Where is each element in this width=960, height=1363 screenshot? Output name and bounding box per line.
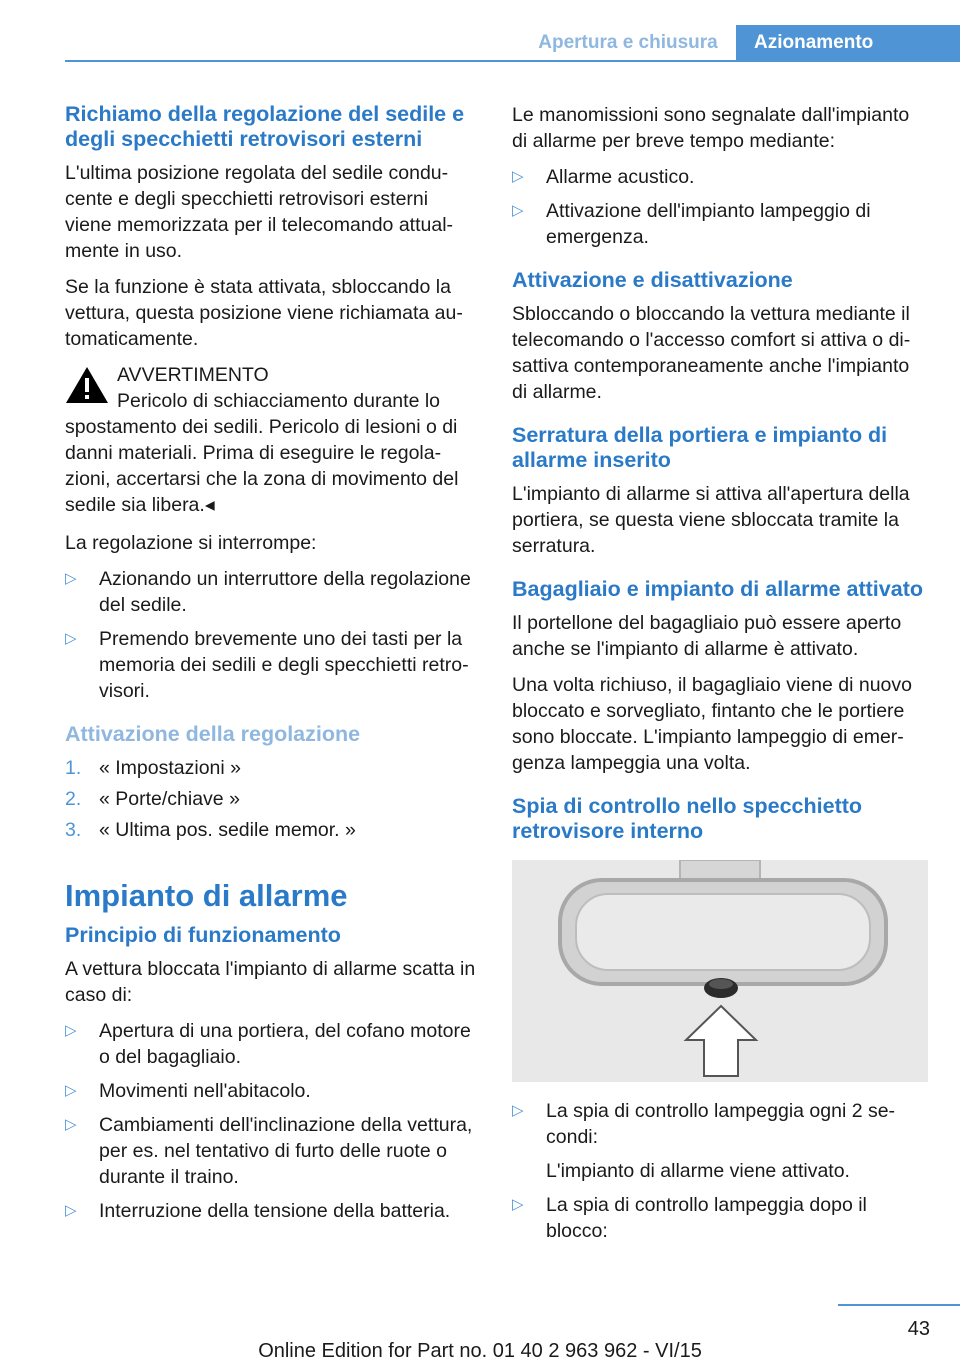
triangle-bullet-icon: ▷ [65,1202,77,1219]
list-item: ▷ Azionando un interruttore della regolazione del sedile. [65,568,471,616]
list-item: ▷ Interruzione della tensione della batteria. [65,1200,451,1222]
triangle-bullet-icon: ▷ [65,1022,77,1039]
triangle-bullet-icon: ▷ [65,630,77,647]
list-item: ▷ Cambiamenti dell'inclinazione della vettura, per es. nel tentativo di furto delle ruote o durante il traino. [65,1114,473,1188]
footer-rule [838,1304,960,1306]
warning-block [65,362,480,518]
interrupt-list [65,566,480,704]
paragraph: La regolazione si interrompe: [65,532,317,554]
edition-footer: Online Edition for Part no. 01 40 2 963 962 - VI/15 [258,1340,702,1362]
header-rule [65,60,960,62]
heading-principle: Principio di funzionamento [65,923,341,947]
list-item: 3. « Ultima pos. sedile memor. » [65,819,356,841]
list-item: ▷ Attivazione dell'impianto lampeggio di emergenza. [512,200,871,248]
page-number: 43 [907,1318,930,1340]
list-item: ▷ Movimenti nell'abitacolo. [65,1080,311,1102]
triangle-bullet-icon: ▷ [65,1116,77,1133]
triangle-bullet-icon: ▷ [512,168,524,185]
list-item: ▷ Allarme acustico. [512,166,695,188]
list-item: ▷ Apertura di una portiera, del cofano motore o del bagagliaio. [65,1020,471,1068]
rearview-mirror-illustration [512,860,928,1082]
paragraph: Se la funzione è stata attivata, sbloccando la vettura, questa posizione viene richiamata au-tomaticamente. [65,276,463,350]
heading-lock: Serratura della portiera e impianto di allarme inserito [512,423,888,472]
triangle-bullet-icon: ▷ [512,1102,524,1119]
list-item: 2. « Porte/chiave » [65,788,240,810]
list-item: ▷ Premendo brevemente uno dei tasti per la memoria dei sedili e degli specchietti retro-visori. [65,628,469,702]
header-active-tab[interactable]: Azionamento [736,25,960,60]
paragraph: A vettura bloccata l'impianto di allarme scatta in caso di: [65,958,476,1006]
paragraph: Sbloccando o bloccando la vettura mediante il telecomando o l'accesso comfort si attiva o di-sattiva contemporaneamente anche l'impianto di allarme. [512,303,911,403]
header-section-tab[interactable]: Apertura e chiusura [520,25,736,60]
heading-alarm: Impianto di allarme [65,878,348,913]
paragraph: L'ultima posizione regolata del sedile condu-cente e degli specchietti retrovisori esterni viene memorizzata per il telecomando attual-mente in uso. [65,162,454,262]
list-item: 1. « Impostazioni » [65,757,241,779]
warning-line: Pericolo di schiacciamento durante lo [117,390,441,412]
paragraph: Il portellone del bagagliaio può essere aperto anche se l'impianto di allarme è attivato. [512,612,902,660]
left-column [65,102,480,1234]
indicator-list [512,1098,928,1244]
heading-activation: Attivazione della regolazione [65,722,361,746]
heading-indicator: Spia di controllo nello specchietto retrovisore interno [512,794,863,843]
right-column [512,102,928,1254]
warning-icon [65,366,109,404]
tamper-list [512,164,928,250]
triangle-bullet-icon: ▷ [512,202,524,219]
warning-text: spostamento dei sedili. Pericolo di lesioni o di danni materiali. Prima di eseguire le regola-zioni, accertarsi che la zona di movimento del sedile sia libera.◂ [65,416,459,516]
triangle-bullet-icon: ▷ [65,1082,77,1099]
paragraph: L'impianto di allarme si attiva all'apertura della portiera, se questa viene sbloccata tramite la serratura. [512,483,910,557]
triangle-bullet-icon: ▷ [512,1196,524,1213]
principle-list [65,1018,480,1224]
triangle-bullet-icon: ▷ [65,570,77,587]
heading-trunk: Bagagliaio e impianto di allarme attivato [512,577,923,601]
paragraph: Le manomissioni sono segnalate dall'impianto di allarme per breve tempo mediante: [512,104,910,152]
rearview-mirror-figure [512,860,928,1082]
heading-recall: Richiamo della regolazione del sedile e degli specchietti retrovisori esterni [65,102,465,151]
list-item: ▷ La spia di controllo lampeggia dopo il blocco: [512,1194,867,1242]
list-item: ▷ La spia di controllo lampeggia ogni 2 se-condi: L'impianto di allarme viene attivato. [512,1100,896,1182]
warning-title: AVVERTIMENTO [117,364,269,386]
heading-onoff: Attivazione e disattivazione [512,268,793,292]
paragraph: Una volta richiuso, il bagagliaio viene di nuovo bloccato e sorvegliato, fintanto che le portiere sono bloccate. L'impianto lampeggio di emer-genza lampeggia una volta. [512,674,912,774]
steps-list [65,755,480,843]
